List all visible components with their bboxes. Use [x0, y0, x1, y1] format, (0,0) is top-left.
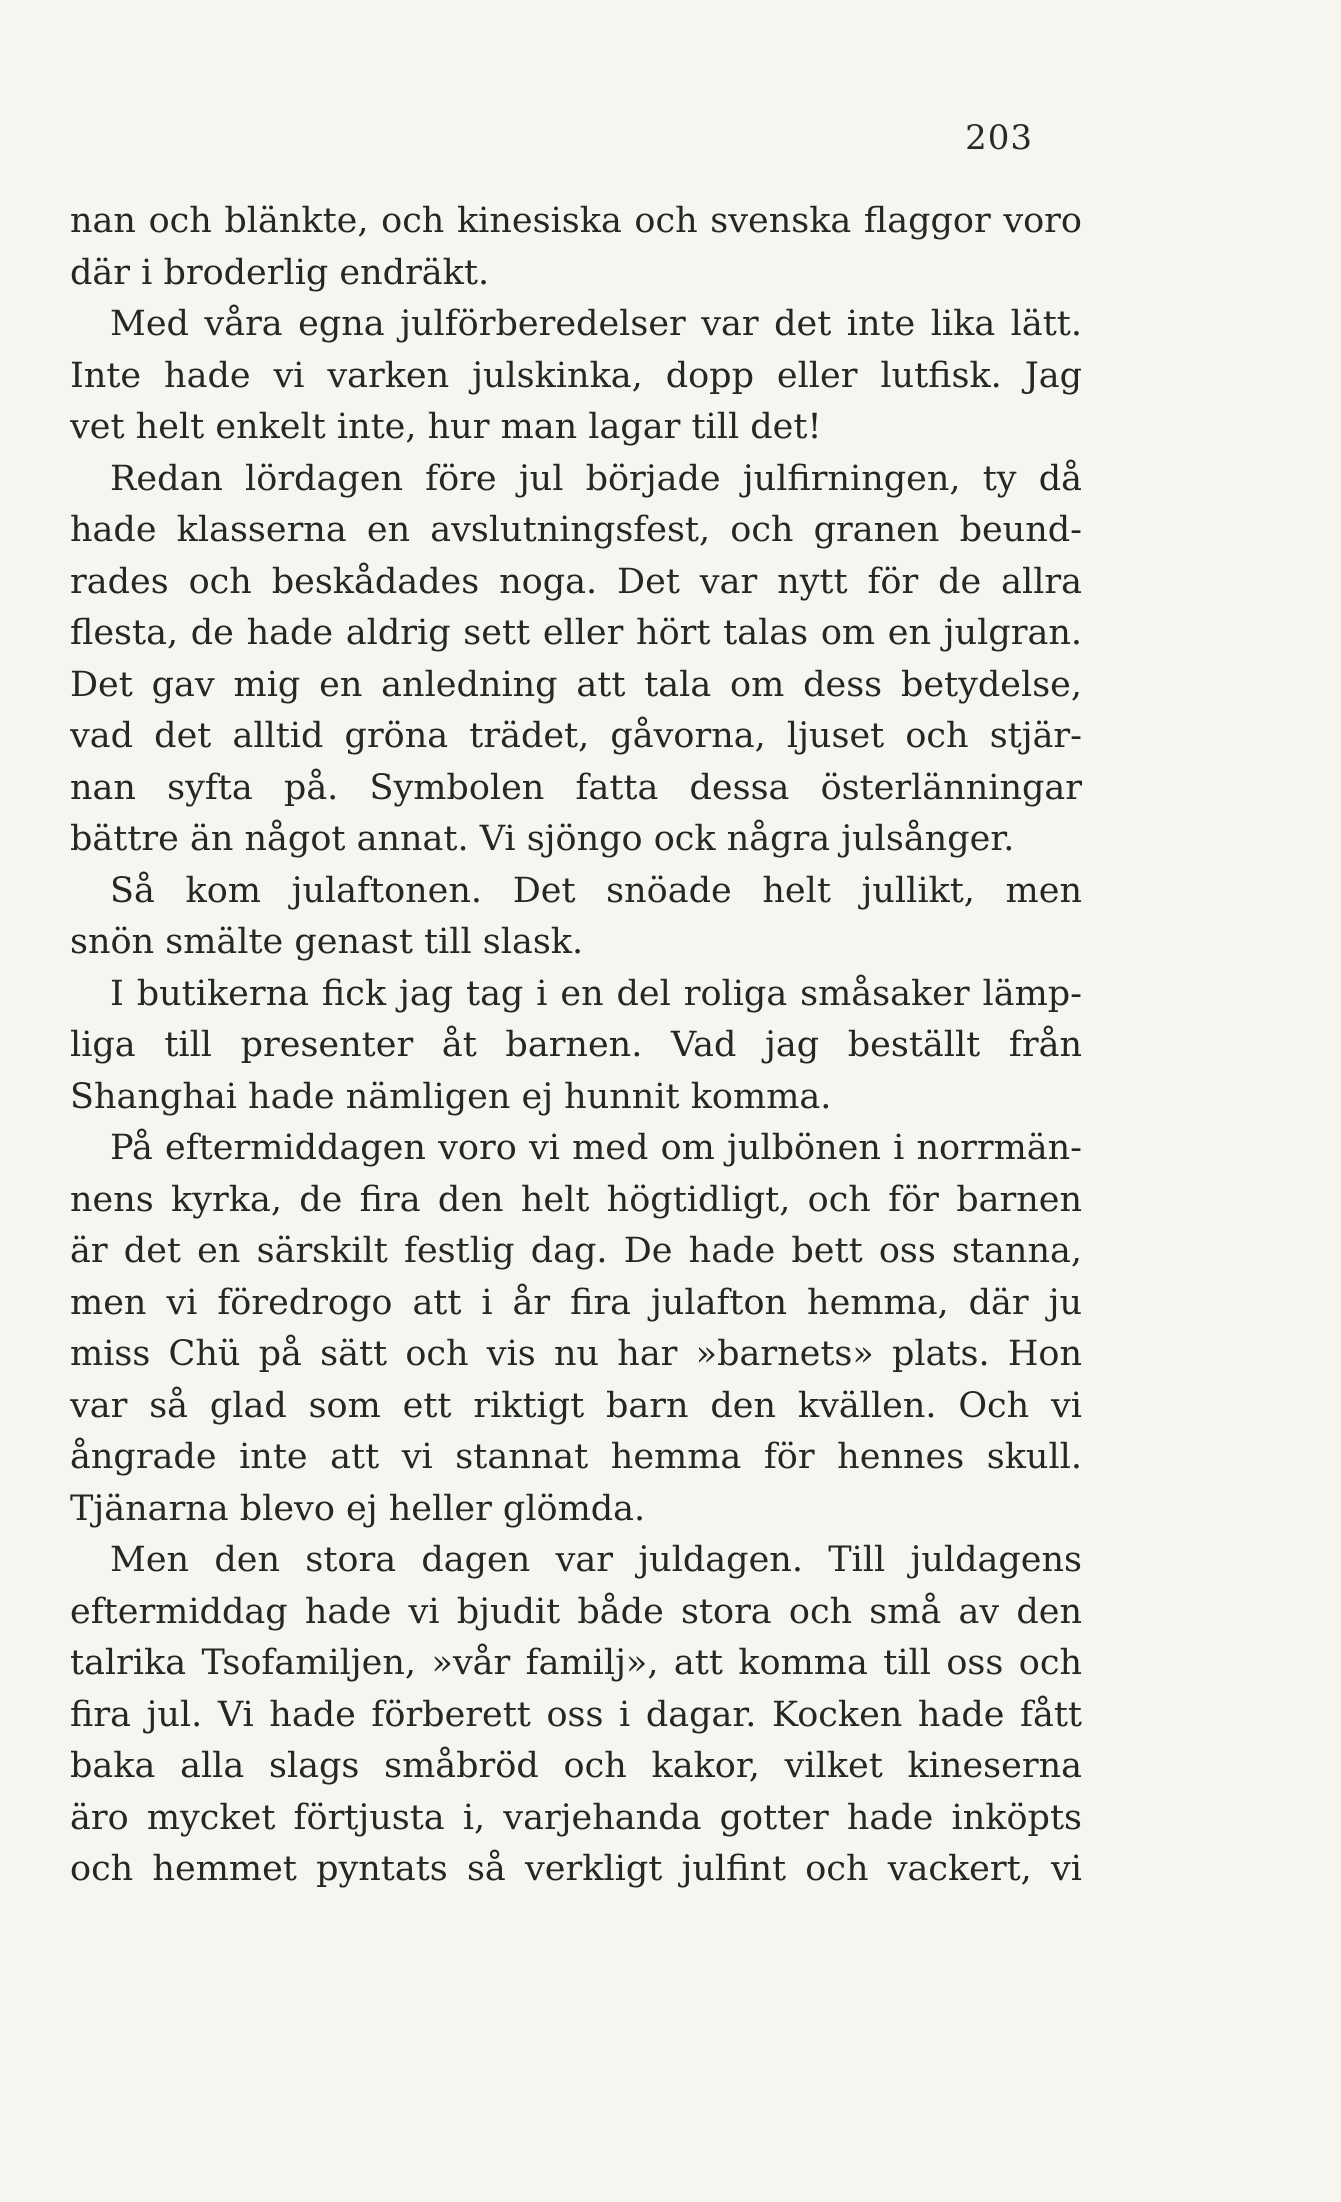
text-line: men vi föredrogo att i år fira julafton hemma, där ju [70, 1282, 1082, 1323]
text-line: miss Chü på sätt och vis nu har »barnets» plats. Hon [70, 1334, 1082, 1374]
text-line: eftermiddag hade vi bjudit både stora och små av den [70, 1591, 1082, 1632]
text-line: nan syfta på. Symbolen fatta dessa österlänningar [70, 767, 1082, 808]
text-line: Så kom julaftonen. Det snöade helt jullikt, men [110, 870, 1082, 911]
text-line: Det gav mig en anledning att tala om dess betydelse, [70, 664, 1082, 705]
text-line: baka alla slags småbröd och kakor, vilket kineserna [70, 1746, 1082, 1786]
text-line: var så glad som ett riktigt barn den kvällen. Och vi [70, 1385, 1082, 1426]
text-line: Med våra egna julförberedelser var det inte lika lätt. [110, 304, 1082, 344]
text-line: är det en särskilt festlig dag. De hade bett oss stanna, [70, 1231, 1082, 1271]
text-line: bättre än något annat. Vi sjöngo ock några julsånger. [70, 819, 1015, 859]
text-line: nan och blänkte, och kinesiska och svenska flaggor voro [70, 201, 1082, 241]
text-line: nens kyrka, de fira den helt högtidligt, och för barnen [70, 1179, 1082, 1220]
text-line: Redan lördagen före jul började julfirningen, ty då [110, 458, 1082, 499]
text-line: Shanghai hade nämligen ej hunnit komma. [70, 1076, 832, 1117]
text-line: flesta, de hade aldrig sett eller hört talas om en julgran. [70, 613, 1082, 653]
text-line: vad det alltid gröna trädet, gåvorna, ljuset och stjär- [70, 716, 1082, 756]
text-line: fira jul. Vi hade förberett oss i dagar. Kocken hade fått [70, 1694, 1082, 1735]
text-line: snön smälte genast till slask. [70, 922, 584, 962]
text-line: och hemmet pyntats så verkligt julfint och vackert, vi [70, 1849, 1082, 1889]
text-line: vet helt enkelt inte, hur man lagar till det! [70, 407, 822, 447]
text-line: talrika Tsofamiljen, »vår familj», att komma till oss och [70, 1643, 1082, 1683]
text-line: I butikerna fick jag tag i en del roliga småsaker lämp- [110, 973, 1082, 1014]
text-line: där i broderlig endräkt. [70, 252, 490, 293]
body-text [70, 196, 1082, 1896]
text-line: På eftermiddagen voro vi med om julbönen i norrmän- [110, 1128, 1082, 1168]
text-line: Tjänarna blevo ej heller glömda. [70, 1488, 646, 1529]
text-line: rades och beskådades noga. Det var nytt för de allra [70, 561, 1082, 602]
text-line: äro mycket förtjusta i, varjehanda gotter hade inköpts [70, 1797, 1082, 1838]
text-line: hade klasserna en avslutningsfest, och granen beund- [70, 510, 1082, 550]
text-line: liga till presenter åt barnen. Vad jag beställt från [70, 1025, 1082, 1065]
text-line: ångrade inte att vi stannat hemma för hennes skull. [70, 1437, 1082, 1477]
page-number: 203 [965, 118, 1033, 158]
text-line: Inte hade vi varken julskinka, dopp eller lutfisk. Jag [70, 355, 1082, 396]
text-line: Men den stora dagen var juldagen. Till juldagens [110, 1540, 1082, 1580]
